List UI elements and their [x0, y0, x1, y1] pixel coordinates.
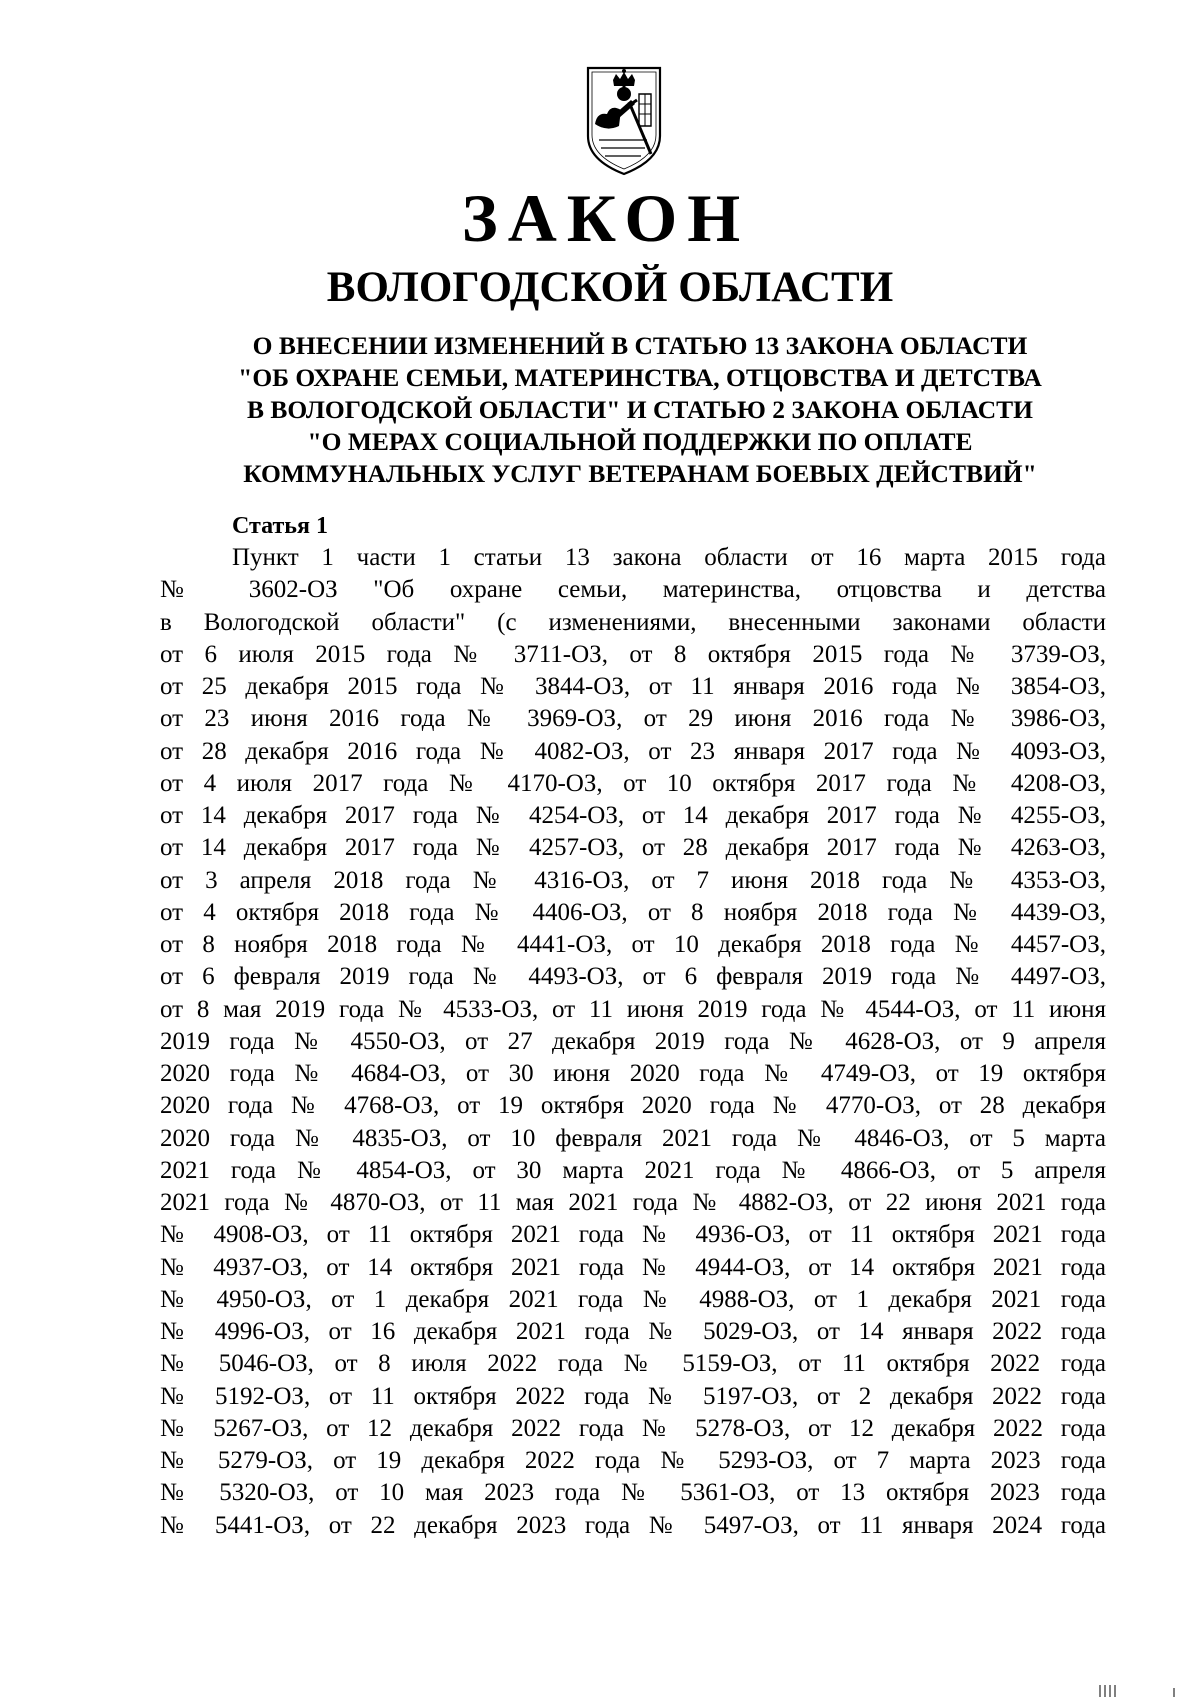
law-title-line: "О МЕРАХ СОЦИАЛЬНОЙ ПОДДЕРЖКИ ПО ОПЛАТЕ [307, 427, 973, 456]
article-text-line: № 5192-ОЗ, от 11 октября 2022 года № 5197-ОЗ, от 2 декабря 2022 года [160, 1382, 1106, 1410]
article-text-line: 2021 года № 4870-ОЗ, от 11 мая 2021 года № 4882-ОЗ, от 22 июня 2021 года [160, 1189, 1106, 1216]
article-body [160, 542, 1106, 1542]
article-text-line: 2020 года № 4768-ОЗ, от 19 октября 2020 года № 4770-ОЗ, от 28 декабря [160, 1092, 1106, 1120]
article-text-line: Пункт 1 части 1 статьи 13 закона области от 16 марта 2015 года [232, 544, 1106, 571]
article-text-line: № 4950-ОЗ, от 1 декабря 2021 года № 4988-ОЗ, от 1 декабря 2021 года [160, 1285, 1106, 1313]
scan-registration-marks [1098, 1680, 1178, 1697]
law-title [160, 330, 1120, 490]
law-title-line: КОММУНАЛЬНЫХ УСЛУГ ВЕТЕРАНАМ БОЕВЫХ ДЕЙСТВИЙ" [243, 459, 1037, 488]
article-text-line: от 4 июля 2017 года № 4170-ОЗ, от 10 октября 2017 года № 4208-ОЗ, [160, 769, 1106, 797]
law-title-line: В ВОЛОГОДСКОЙ ОБЛАСТИ" И СТАТЬЮ 2 ЗАКОНА ОБЛАСТИ [246, 395, 1034, 424]
article-text-line: № 4996-ОЗ, от 16 декабря 2021 года № 5029-ОЗ, от 14 января 2022 года [160, 1318, 1106, 1345]
article-text-line: № 4908-ОЗ, от 11 октября 2021 года № 4936-ОЗ, от 11 октября 2021 года [160, 1221, 1106, 1249]
article-text-line: 2020 года № 4835-ОЗ, от 10 февраля 2021 года № 4846-ОЗ, от 5 марта [160, 1124, 1106, 1152]
article-text-line: № 4937-ОЗ, от 14 октября 2021 года № 4944-ОЗ, от 14 октября 2021 года [160, 1253, 1106, 1281]
law-title-line: "ОБ ОХРАНЕ СЕМЬИ, МАТЕРИНСТВА, ОТЦОВСТВА И ДЕТСТВА [238, 363, 1042, 392]
document-type-heading: ЗАКОН [461, 180, 751, 256]
article-text-line: от 14 декабря 2017 года № 4257-ОЗ, от 28 декабря 2017 года № 4263-ОЗ, [160, 834, 1106, 862]
article-text-line: в Вологодской области" (с изменениями, внесенными законами области [160, 608, 1106, 636]
article-text-line: от 8 мая 2019 года № 4533-ОЗ, от 11 июня 2019 года № 4544-ОЗ, от 11 июня [160, 995, 1106, 1023]
vologda-coat-of-arms-icon [585, 64, 663, 176]
article-text-line: от 6 июля 2015 года № 3711-ОЗ, от 8 октября 2015 года № 3739-ОЗ, [160, 640, 1106, 668]
article-text-line: № 5320-ОЗ, от 10 мая 2023 года № 5361-ОЗ, от 13 октября 2023 года [160, 1479, 1106, 1507]
article-text-line: от 14 декабря 2017 года № 4254-ОЗ, от 14 декабря 2017 года № 4255-ОЗ, [160, 802, 1106, 829]
article-text-line: от 8 ноября 2018 года № 4441-ОЗ, от 10 декабря 2018 года № 4457-ОЗ, [160, 931, 1106, 958]
article-text-line: 2019 года № 4550-ОЗ, от 27 декабря 2019 года № 4628-ОЗ, от 9 апреля [160, 1027, 1106, 1055]
article-text-line: № 5046-ОЗ, от 8 июля 2022 года № 5159-ОЗ, от 11 октября 2022 года [160, 1350, 1106, 1378]
article-text-line: 2020 года № 4684-ОЗ, от 30 июня 2020 года № 4749-ОЗ, от 19 октября [160, 1060, 1106, 1087]
article-text-line: № 5267-ОЗ, от 12 декабря 2022 года № 5278-ОЗ, от 12 декабря 2022 года [160, 1414, 1106, 1442]
article-text-line: № 5441-ОЗ, от 22 декабря 2023 года № 5497-ОЗ, от 11 января 2024 года [160, 1511, 1106, 1539]
article-text-line: от 6 февраля 2019 года № 4493-ОЗ, от 6 февраля 2019 года № 4497-ОЗ, [160, 963, 1106, 991]
article-text-line: № 3602-ОЗ "Об охране семьи, материнства, отцовства и детства [160, 576, 1106, 604]
article-text-line: от 28 декабря 2016 года № 4082-ОЗ, от 23 января 2017 года № 4093-ОЗ, [160, 737, 1106, 765]
article-heading: Статья 1 [232, 513, 328, 539]
article-text-line: от 25 декабря 2015 года № 3844-ОЗ, от 11 января 2016 года № 3854-ОЗ, [160, 673, 1106, 700]
region-heading: ВОЛОГОДСКОЙ ОБЛАСТИ [326, 264, 894, 311]
article-text-line: от 3 апреля 2018 года № 4316-ОЗ, от 7 июня 2018 года № 4353-ОЗ, [160, 866, 1106, 894]
article-text-line: 2021 года № 4854-ОЗ, от 30 марта 2021 года № 4866-ОЗ, от 5 апреля [160, 1156, 1106, 1184]
article-text-line: от 4 октября 2018 года № 4406-ОЗ, от 8 ноября 2018 года № 4439-ОЗ, [160, 898, 1106, 926]
article-text-line: № 5279-ОЗ, от 19 декабря 2022 года № 5293-ОЗ, от 7 марта 2023 года [160, 1447, 1106, 1474]
law-title-line: О ВНЕСЕНИИ ИЗМЕНЕНИЙ В СТАТЬЮ 13 ЗАКОНА ОБЛАСТИ [252, 331, 1028, 360]
article-text-line: от 23 июня 2016 года № 3969-ОЗ, от 29 июня 2016 года № 3986-ОЗ, [160, 705, 1106, 733]
